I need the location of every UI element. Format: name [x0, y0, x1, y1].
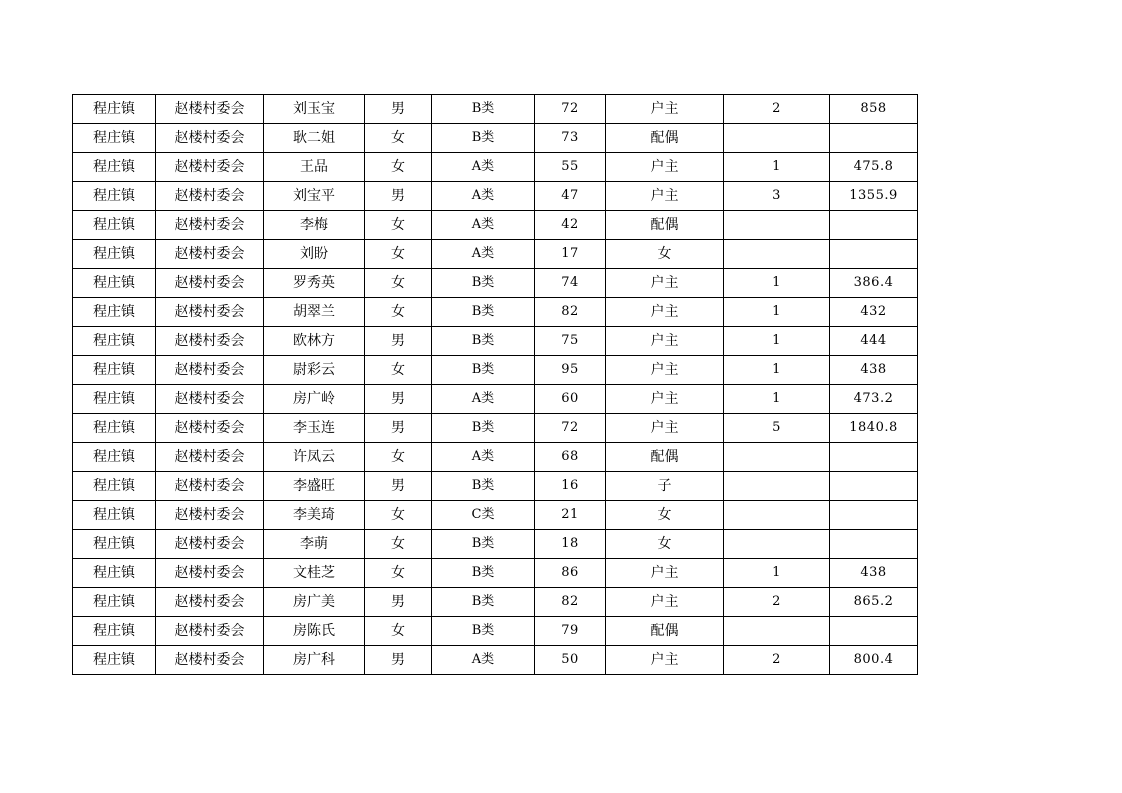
household-size-cell: 1	[724, 269, 830, 298]
category-cell: B类	[432, 414, 535, 443]
amount-cell: 438	[830, 356, 918, 385]
town-cell: 程庄镇	[73, 327, 156, 356]
household-size-cell: 2	[724, 588, 830, 617]
name-cell: 罗秀英	[264, 269, 365, 298]
village-cell: 赵楼村委会	[156, 530, 264, 559]
gender-cell: 女	[365, 617, 432, 646]
age-cell: 72	[535, 95, 606, 124]
age-cell: 68	[535, 443, 606, 472]
table-row	[73, 95, 918, 124]
household-size-cell: 5	[724, 414, 830, 443]
category-cell: A类	[432, 211, 535, 240]
relation-cell: 户主	[606, 182, 724, 211]
gender-cell: 女	[365, 298, 432, 327]
relation-cell: 户主	[606, 385, 724, 414]
relation-cell: 户主	[606, 95, 724, 124]
relation-cell: 户主	[606, 356, 724, 385]
name-cell: 李玉连	[264, 414, 365, 443]
town-cell: 程庄镇	[73, 414, 156, 443]
relation-cell: 户主	[606, 646, 724, 675]
name-cell: 王品	[264, 153, 365, 182]
amount-cell	[830, 443, 918, 472]
age-cell: 73	[535, 124, 606, 153]
name-cell: 文桂芝	[264, 559, 365, 588]
name-cell: 刘玉宝	[264, 95, 365, 124]
table-row	[73, 588, 918, 617]
gender-cell: 男	[365, 414, 432, 443]
village-cell: 赵楼村委会	[156, 472, 264, 501]
age-cell: 21	[535, 501, 606, 530]
gender-cell: 女	[365, 530, 432, 559]
town-cell: 程庄镇	[73, 385, 156, 414]
table-row	[73, 182, 918, 211]
amount-cell: 438	[830, 559, 918, 588]
household-size-cell	[724, 211, 830, 240]
table-body	[73, 95, 918, 675]
age-cell: 79	[535, 617, 606, 646]
data-table	[72, 94, 918, 675]
category-cell: A类	[432, 646, 535, 675]
table-row	[73, 211, 918, 240]
age-cell: 60	[535, 385, 606, 414]
age-cell: 82	[535, 298, 606, 327]
age-cell: 18	[535, 530, 606, 559]
village-cell: 赵楼村委会	[156, 646, 264, 675]
table-row	[73, 240, 918, 269]
relation-cell: 户主	[606, 588, 724, 617]
age-cell: 95	[535, 356, 606, 385]
village-cell: 赵楼村委会	[156, 588, 264, 617]
amount-cell: 800.4	[830, 646, 918, 675]
name-cell: 许凤云	[264, 443, 365, 472]
town-cell: 程庄镇	[73, 646, 156, 675]
age-cell: 50	[535, 646, 606, 675]
age-cell: 17	[535, 240, 606, 269]
category-cell: A类	[432, 182, 535, 211]
town-cell: 程庄镇	[73, 95, 156, 124]
name-cell: 李梅	[264, 211, 365, 240]
gender-cell: 女	[365, 240, 432, 269]
category-cell: B类	[432, 95, 535, 124]
age-cell: 82	[535, 588, 606, 617]
gender-cell: 男	[365, 385, 432, 414]
village-cell: 赵楼村委会	[156, 385, 264, 414]
category-cell: B类	[432, 588, 535, 617]
category-cell: B类	[432, 269, 535, 298]
village-cell: 赵楼村委会	[156, 414, 264, 443]
table-row	[73, 472, 918, 501]
age-cell: 55	[535, 153, 606, 182]
village-cell: 赵楼村委会	[156, 559, 264, 588]
name-cell: 房广岭	[264, 385, 365, 414]
amount-cell	[830, 530, 918, 559]
table-row	[73, 153, 918, 182]
town-cell: 程庄镇	[73, 240, 156, 269]
table-row	[73, 327, 918, 356]
age-cell: 86	[535, 559, 606, 588]
town-cell: 程庄镇	[73, 269, 156, 298]
category-cell: B类	[432, 124, 535, 153]
table-row	[73, 646, 918, 675]
gender-cell: 男	[365, 95, 432, 124]
amount-cell	[830, 240, 918, 269]
gender-cell: 男	[365, 588, 432, 617]
household-size-cell	[724, 501, 830, 530]
amount-cell: 1840.8	[830, 414, 918, 443]
table-row	[73, 298, 918, 327]
town-cell: 程庄镇	[73, 211, 156, 240]
village-cell: 赵楼村委会	[156, 327, 264, 356]
household-size-cell	[724, 240, 830, 269]
relation-cell: 户主	[606, 414, 724, 443]
age-cell: 74	[535, 269, 606, 298]
relation-cell: 户主	[606, 327, 724, 356]
household-size-cell: 1	[724, 356, 830, 385]
relation-cell: 户主	[606, 559, 724, 588]
village-cell: 赵楼村委会	[156, 182, 264, 211]
name-cell: 耿二姐	[264, 124, 365, 153]
village-cell: 赵楼村委会	[156, 617, 264, 646]
gender-cell: 女	[365, 124, 432, 153]
household-size-cell	[724, 617, 830, 646]
relation-cell: 女	[606, 240, 724, 269]
household-size-cell: 1	[724, 153, 830, 182]
gender-cell: 女	[365, 443, 432, 472]
table-row	[73, 530, 918, 559]
category-cell: B类	[432, 327, 535, 356]
data-sheet	[72, 94, 918, 675]
village-cell: 赵楼村委会	[156, 443, 264, 472]
table-row	[73, 356, 918, 385]
name-cell: 刘宝平	[264, 182, 365, 211]
relation-cell: 配偶	[606, 211, 724, 240]
town-cell: 程庄镇	[73, 356, 156, 385]
table-row	[73, 617, 918, 646]
relation-cell: 户主	[606, 298, 724, 327]
town-cell: 程庄镇	[73, 124, 156, 153]
amount-cell: 444	[830, 327, 918, 356]
name-cell: 房广科	[264, 646, 365, 675]
town-cell: 程庄镇	[73, 559, 156, 588]
gender-cell: 男	[365, 327, 432, 356]
category-cell: A类	[432, 443, 535, 472]
name-cell: 欧林方	[264, 327, 365, 356]
category-cell: B类	[432, 298, 535, 327]
age-cell: 16	[535, 472, 606, 501]
town-cell: 程庄镇	[73, 530, 156, 559]
table-row	[73, 269, 918, 298]
amount-cell: 386.4	[830, 269, 918, 298]
relation-cell: 配偶	[606, 617, 724, 646]
town-cell: 程庄镇	[73, 153, 156, 182]
name-cell: 李美琦	[264, 501, 365, 530]
village-cell: 赵楼村委会	[156, 298, 264, 327]
household-size-cell: 1	[724, 327, 830, 356]
village-cell: 赵楼村委会	[156, 211, 264, 240]
amount-cell: 432	[830, 298, 918, 327]
household-size-cell: 1	[724, 385, 830, 414]
category-cell: B类	[432, 530, 535, 559]
amount-cell: 475.8	[830, 153, 918, 182]
gender-cell: 女	[365, 501, 432, 530]
gender-cell: 男	[365, 646, 432, 675]
amount-cell: 865.2	[830, 588, 918, 617]
relation-cell: 女	[606, 530, 724, 559]
name-cell: 胡翠兰	[264, 298, 365, 327]
town-cell: 程庄镇	[73, 472, 156, 501]
table-row	[73, 124, 918, 153]
village-cell: 赵楼村委会	[156, 124, 264, 153]
table-row	[73, 559, 918, 588]
household-size-cell: 2	[724, 646, 830, 675]
table-row	[73, 443, 918, 472]
gender-cell: 男	[365, 472, 432, 501]
town-cell: 程庄镇	[73, 588, 156, 617]
amount-cell: 858	[830, 95, 918, 124]
name-cell: 尉彩云	[264, 356, 365, 385]
category-cell: B类	[432, 559, 535, 588]
name-cell: 李盛旺	[264, 472, 365, 501]
relation-cell: 配偶	[606, 124, 724, 153]
gender-cell: 女	[365, 269, 432, 298]
household-size-cell	[724, 124, 830, 153]
name-cell: 李萌	[264, 530, 365, 559]
category-cell: A类	[432, 240, 535, 269]
relation-cell: 子	[606, 472, 724, 501]
household-size-cell	[724, 443, 830, 472]
category-cell: B类	[432, 356, 535, 385]
gender-cell: 女	[365, 559, 432, 588]
age-cell: 42	[535, 211, 606, 240]
household-size-cell	[724, 472, 830, 501]
age-cell: 72	[535, 414, 606, 443]
category-cell: A类	[432, 385, 535, 414]
village-cell: 赵楼村委会	[156, 95, 264, 124]
village-cell: 赵楼村委会	[156, 240, 264, 269]
town-cell: 程庄镇	[73, 501, 156, 530]
amount-cell: 1355.9	[830, 182, 918, 211]
household-size-cell	[724, 530, 830, 559]
amount-cell: 473.2	[830, 385, 918, 414]
name-cell: 房陈氏	[264, 617, 365, 646]
town-cell: 程庄镇	[73, 182, 156, 211]
amount-cell	[830, 124, 918, 153]
amount-cell	[830, 617, 918, 646]
name-cell: 刘盼	[264, 240, 365, 269]
category-cell: B类	[432, 617, 535, 646]
village-cell: 赵楼村委会	[156, 153, 264, 182]
age-cell: 47	[535, 182, 606, 211]
amount-cell	[830, 472, 918, 501]
household-size-cell: 2	[724, 95, 830, 124]
town-cell: 程庄镇	[73, 443, 156, 472]
town-cell: 程庄镇	[73, 298, 156, 327]
village-cell: 赵楼村委会	[156, 356, 264, 385]
category-cell: B类	[432, 472, 535, 501]
village-cell: 赵楼村委会	[156, 501, 264, 530]
household-size-cell: 1	[724, 298, 830, 327]
gender-cell: 女	[365, 356, 432, 385]
household-size-cell: 1	[724, 559, 830, 588]
relation-cell: 户主	[606, 153, 724, 182]
amount-cell	[830, 211, 918, 240]
relation-cell: 女	[606, 501, 724, 530]
table-row	[73, 501, 918, 530]
name-cell: 房广美	[264, 588, 365, 617]
gender-cell: 男	[365, 182, 432, 211]
table-row	[73, 414, 918, 443]
category-cell: A类	[432, 153, 535, 182]
gender-cell: 女	[365, 211, 432, 240]
relation-cell: 户主	[606, 269, 724, 298]
relation-cell: 配偶	[606, 443, 724, 472]
gender-cell: 女	[365, 153, 432, 182]
amount-cell	[830, 501, 918, 530]
town-cell: 程庄镇	[73, 617, 156, 646]
age-cell: 75	[535, 327, 606, 356]
household-size-cell: 3	[724, 182, 830, 211]
village-cell: 赵楼村委会	[156, 269, 264, 298]
category-cell: C类	[432, 501, 535, 530]
table-row	[73, 385, 918, 414]
